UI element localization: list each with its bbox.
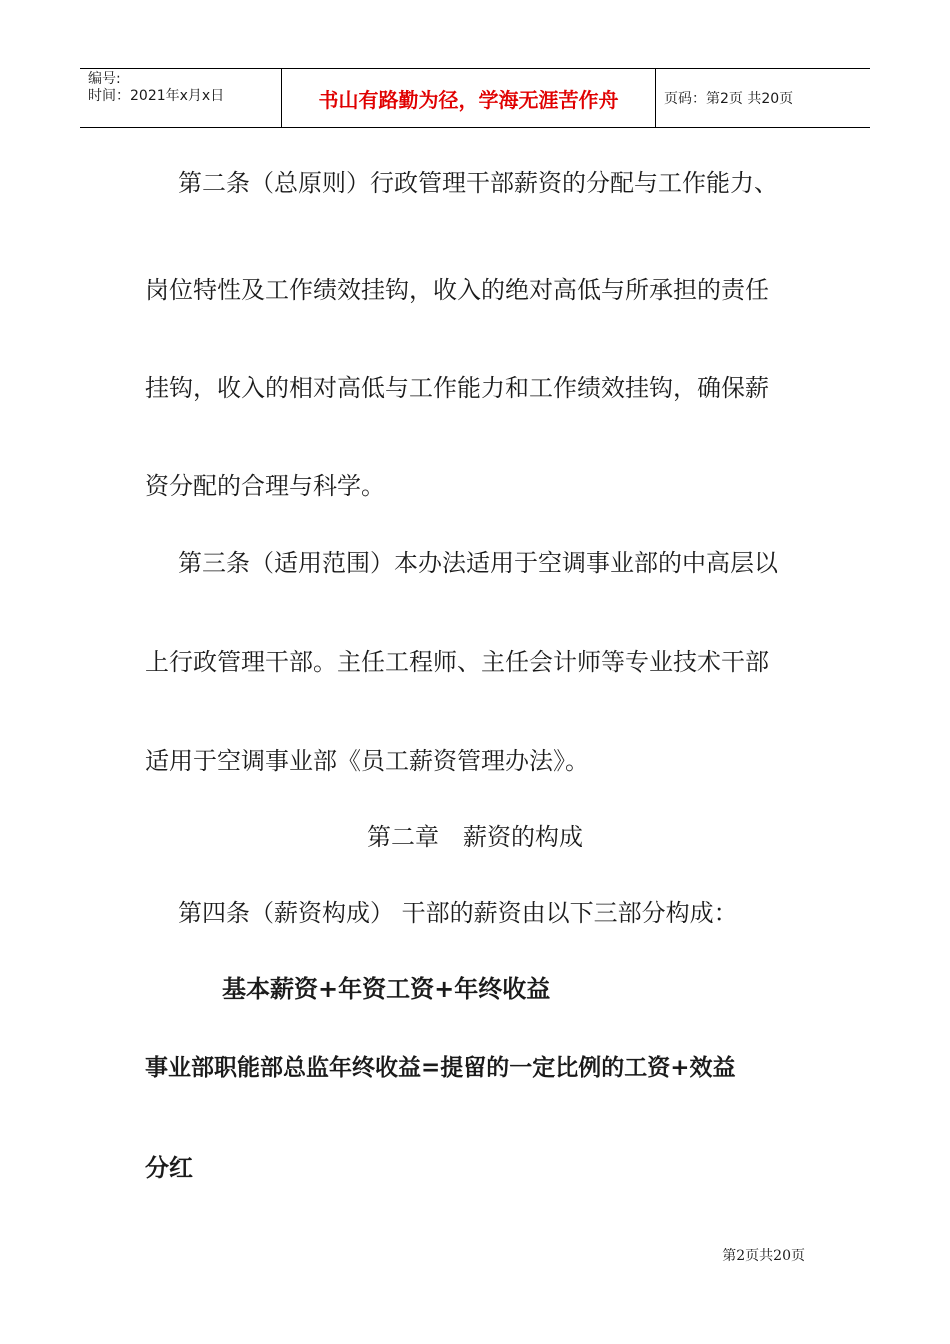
bonus-formula-line-1: 事业部职能部总监年终收益=提留的一定比例的工资+效益 [145,1055,736,1081]
document-number-label: 编号: [88,71,121,87]
header-page-info: 页码：第2页 共20页 [664,91,794,107]
bonus-formula-line-2: 分红 [145,1154,193,1182]
document-date: 时间：2021年x月x日 [88,88,225,104]
salary-formula: 基本薪资+年资工资+年终收益 [222,975,551,1003]
article-2-text: 行政管理干部薪资的分配与工作能力、 [370,169,778,197]
article-4-text: 干部的薪资由以下三部分构成： [394,899,738,927]
article-2-title: 第二条（总原则） [178,169,370,197]
article-2-line-3: 挂钩，收入的相对高低与工作能力和工作绩效挂钩，确保薪 [145,374,769,402]
article-3-line-1 [178,548,778,578]
article-3-line-3: 适用于空调事业部《员工薪资管理办法》。 [145,747,589,775]
article-2-line-2: 岗位特性及工作绩效挂钩，收入的绝对高低与所承担的责任 [145,276,769,304]
header-motto: 书山有路勤为径，学海无涯苦作舟 [282,69,656,127]
article-4-line-1 [178,898,738,928]
article-2-line-4: 资分配的合理与科学。 [145,472,385,500]
page-footer-number: 第2页共20页 [722,1248,805,1264]
chapter-2-title: 第二章 薪资的构成 [367,823,583,851]
article-3-line-2: 上行政管理干部。主任工程师、主任会计师等专业技术干部 [145,648,769,676]
article-4-title: 第四条（薪资构成） [178,899,394,927]
article-2-line-1 [178,168,778,198]
document-header [80,68,870,128]
article-3-title: 第三条（适用范围） [178,549,394,577]
header-meta [80,69,282,127]
article-3-text: 本办法适用于空调事业部的中高层以 [394,549,778,577]
